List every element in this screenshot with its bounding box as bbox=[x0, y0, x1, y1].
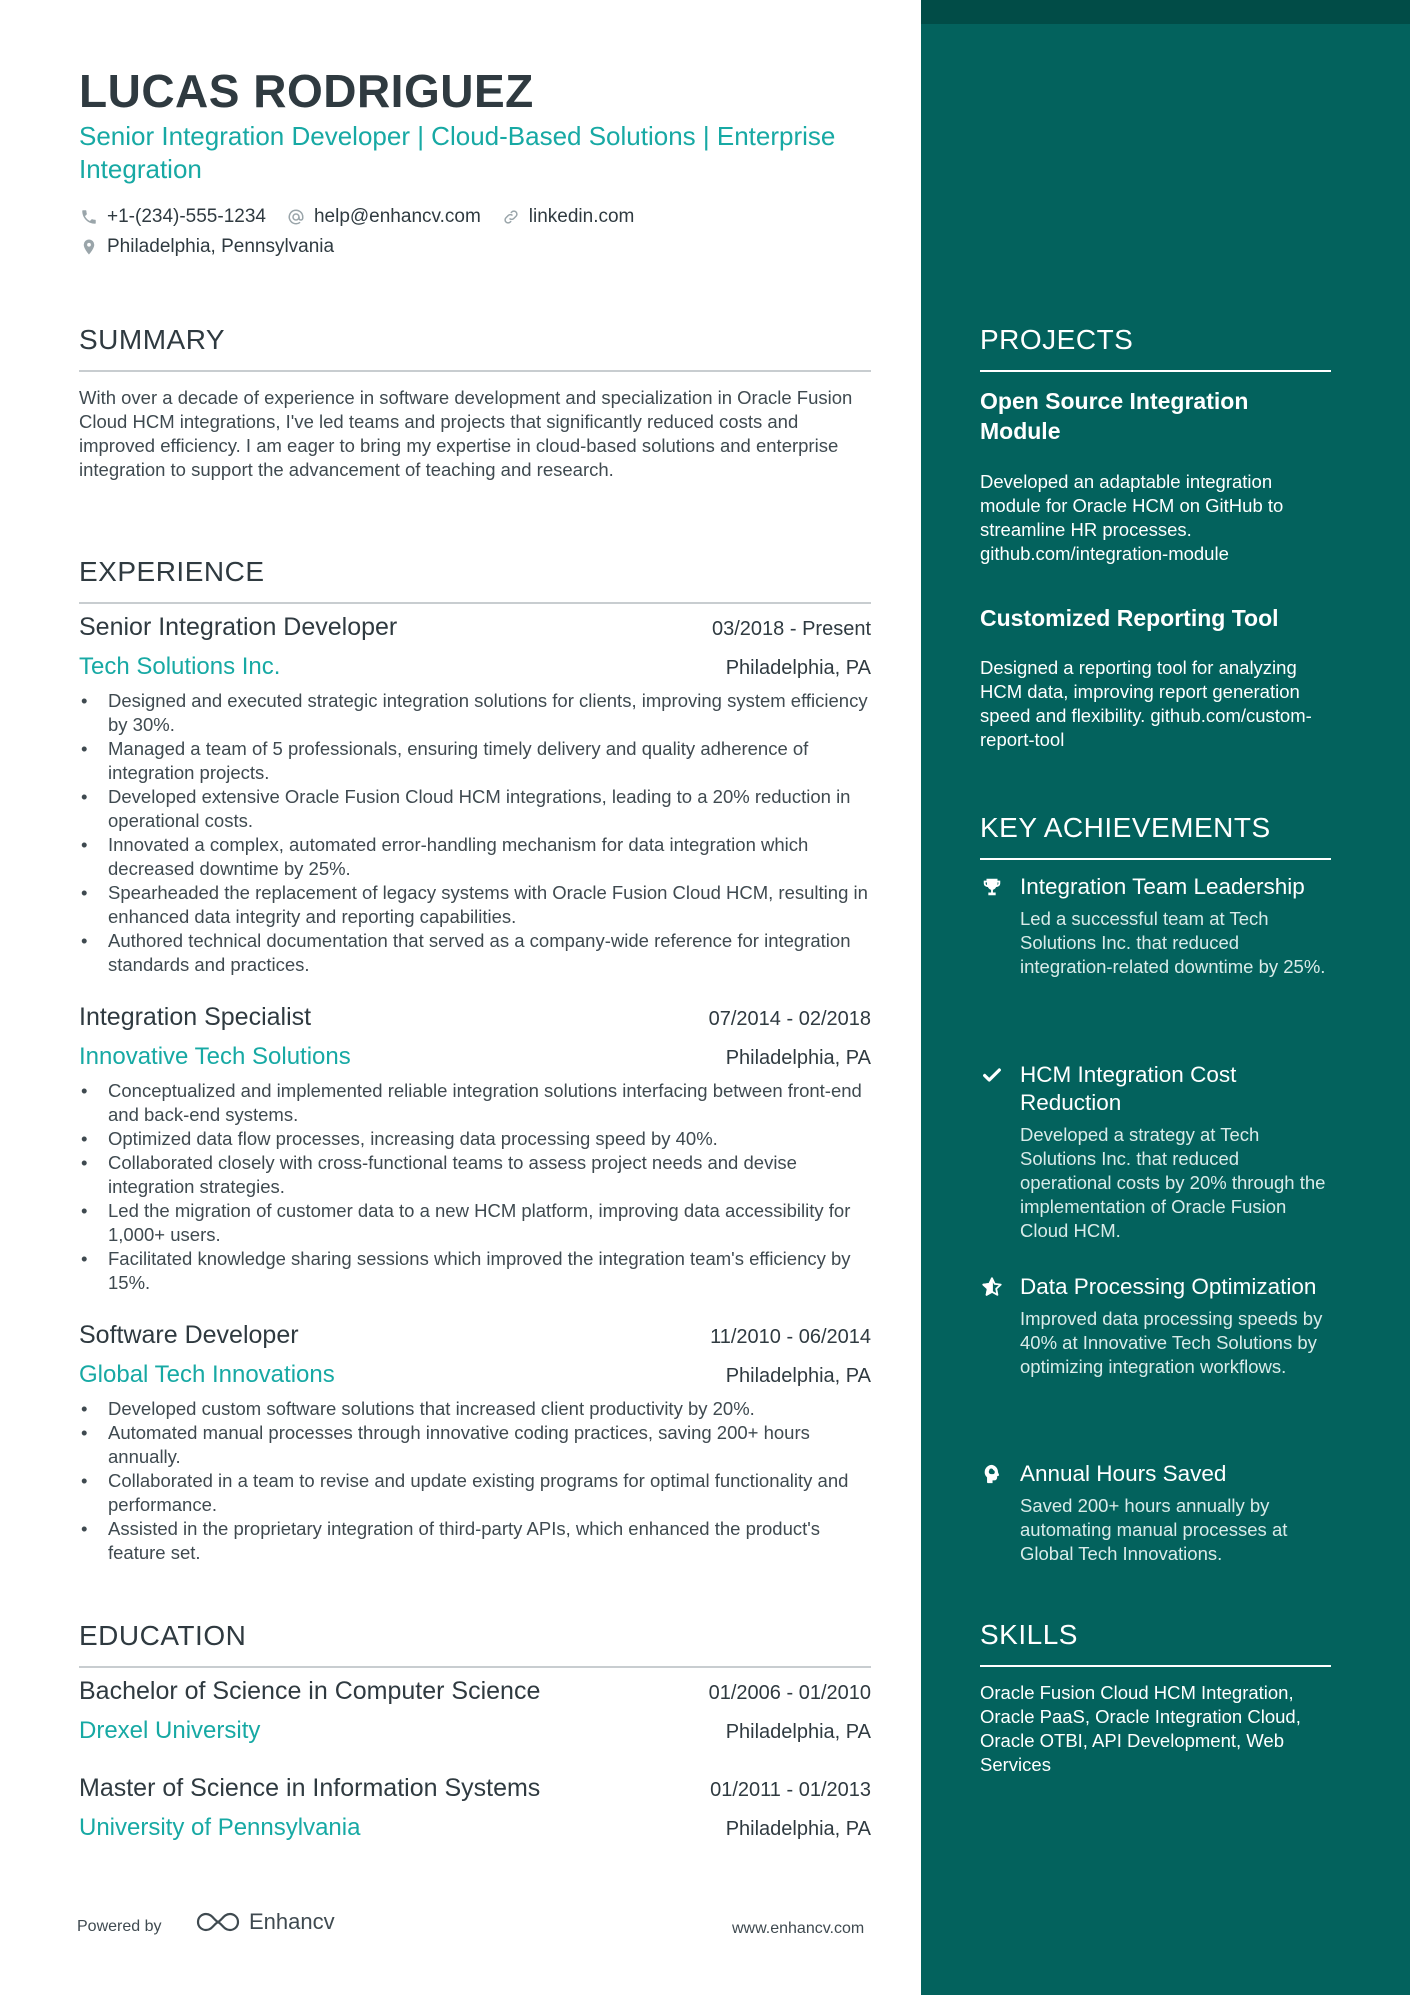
job-location: Philadelphia, PA bbox=[725, 1047, 871, 1069]
achievement-item bbox=[980, 873, 1331, 979]
achievement-title: Data Processing Optimization bbox=[1020, 1274, 1317, 1299]
job-bullet: • Developed custom software solutions that increased client productivity by 20%. bbox=[79, 1397, 871, 1421]
sidebar-top-bar bbox=[921, 0, 1410, 24]
job-bullet: • Spearheaded the replacement of legacy systems with Oracle Fusion Cloud HCM, resulting in enhanced data integrity and reporting capabilities. bbox=[79, 881, 871, 929]
projects-divider bbox=[980, 370, 1331, 372]
achievement-item bbox=[980, 1460, 1331, 1566]
achievement-item bbox=[980, 1061, 1331, 1243]
edu-location: Philadelphia, PA bbox=[725, 1818, 871, 1840]
achievement-description: Led a successful team at Tech Solutions Inc. that reduced integration-related downtime by 25%. bbox=[1020, 908, 1326, 977]
job-company: Tech Solutions Inc. bbox=[79, 653, 281, 680]
skills-divider bbox=[980, 1665, 1331, 1667]
linkedin-text[interactable]: linkedin.com bbox=[528, 206, 635, 227]
job-bullet: • Authored technical documentation that served as a company-wide reference for integration standards and practices. bbox=[79, 929, 871, 977]
achievement-title: Annual Hours Saved bbox=[1020, 1461, 1227, 1486]
achievement-item bbox=[980, 1273, 1331, 1379]
star-icon bbox=[980, 1275, 1004, 1299]
candidate-name: LUCAS RODRIGUEZ bbox=[79, 65, 534, 117]
contact-phone bbox=[79, 206, 266, 228]
job-entry bbox=[79, 613, 871, 977]
brain-icon bbox=[980, 1462, 1004, 1486]
school: University of Pennsylvania bbox=[79, 1814, 361, 1841]
phone-icon bbox=[79, 207, 99, 227]
project-description: Designed a reporting tool for analyzing HCM data, improving report generation speed and flexibility. github.com/custom-report-tool bbox=[980, 657, 1312, 750]
project-description: Developed an adaptable integration module for Oracle HCM on GitHub to streamline HR processes. github.com/integration-module bbox=[980, 471, 1284, 564]
job-bullet: • Collaborated closely with cross-functional teams to assess project needs and devise integration strategies. bbox=[79, 1151, 871, 1199]
job-role: Software Developer bbox=[79, 1321, 299, 1349]
achievement-title: Integration Team Leadership bbox=[1020, 874, 1305, 899]
link-icon bbox=[501, 207, 521, 227]
achievements-heading: KEY ACHIEVEMENTS bbox=[980, 812, 1271, 843]
at-icon bbox=[286, 207, 306, 227]
enhancv-logo[interactable] bbox=[195, 1909, 335, 1935]
project-title: Customized Reporting Tool bbox=[980, 605, 1279, 631]
project-title: Open Source Integration Module bbox=[980, 388, 1249, 444]
job-entry bbox=[79, 1003, 871, 1295]
edu-location: Philadelphia, PA bbox=[725, 1721, 871, 1743]
job-bullet: • Facilitated knowledge sharing sessions which improved the integration team's efficiency by 15%. bbox=[79, 1247, 871, 1295]
job-bullet: • Led the migration of customer data to a new HCM platform, improving data accessibility for 1,000+ users. bbox=[79, 1199, 871, 1247]
job-bullet: • Automated manual processes through innovative coding practices, saving 200+ hours annually. bbox=[79, 1421, 871, 1469]
achievements-divider bbox=[980, 858, 1331, 860]
education-heading: EDUCATION bbox=[79, 1620, 247, 1651]
powered-by-text: Powered by bbox=[77, 1918, 162, 1935]
experience-heading: EXPERIENCE bbox=[79, 556, 265, 587]
job-dates: 07/2014 - 02/2018 bbox=[708, 1008, 871, 1030]
job-bullet: • Designed and executed strategic integration solutions for clients, improving system efficiency by 30%. bbox=[79, 689, 871, 737]
experience-divider bbox=[79, 602, 871, 604]
contact-linkedin[interactable] bbox=[501, 206, 635, 228]
brand-name: Enhancv bbox=[249, 1909, 335, 1934]
phone-text: +1-(234)-555-1234 bbox=[107, 206, 266, 227]
contact-location bbox=[79, 236, 334, 258]
sidebar-column bbox=[921, 0, 1410, 1995]
projects-heading: PROJECTS bbox=[980, 324, 1134, 355]
job-bullet: • Optimized data flow processes, increasing data processing speed by 40%. bbox=[79, 1127, 871, 1151]
contact-email[interactable] bbox=[286, 206, 481, 228]
job-role: Integration Specialist bbox=[79, 1003, 312, 1031]
footer-url[interactable]: www.enhancv.com bbox=[732, 1920, 865, 1937]
email-text[interactable]: help@enhancv.com bbox=[313, 206, 481, 227]
school: Drexel University bbox=[79, 1717, 261, 1744]
job-bullet: • Developed extensive Oracle Fusion Cloud HCM integrations, leading to a 20% reduction in operational costs. bbox=[79, 785, 871, 833]
degree: Master of Science in Information Systems bbox=[79, 1774, 541, 1802]
job-location: Philadelphia, PA bbox=[725, 657, 871, 679]
skills-heading: SKILLS bbox=[980, 1619, 1078, 1650]
job-company: Innovative Tech Solutions bbox=[79, 1043, 351, 1070]
checkmark-icon bbox=[980, 1063, 1004, 1087]
job-dates: 03/2018 - Present bbox=[712, 618, 871, 640]
enhancv-logo-icon bbox=[195, 1909, 241, 1935]
education-entry bbox=[79, 1677, 871, 1751]
edu-dates: 01/2011 - 01/2013 bbox=[710, 1779, 871, 1801]
trophy-icon bbox=[980, 875, 1004, 899]
job-entry bbox=[79, 1321, 871, 1565]
education-divider bbox=[79, 1666, 871, 1668]
degree: Bachelor of Science in Computer Science bbox=[79, 1677, 541, 1705]
job-role: Senior Integration Developer bbox=[79, 613, 398, 641]
achievement-title: HCM Integration Cost Reduction bbox=[1020, 1062, 1237, 1115]
achievement-description: Saved 200+ hours annually by automating manual processes at Global Tech Innovations. bbox=[1020, 1495, 1288, 1564]
job-bullets bbox=[79, 689, 871, 977]
location-row bbox=[79, 236, 354, 258]
job-bullets bbox=[79, 1079, 871, 1295]
summary-heading: SUMMARY bbox=[79, 324, 226, 355]
job-location: Philadelphia, PA bbox=[725, 1365, 871, 1387]
achievement-description: Improved data processing speeds by 40% at Innovative Tech Solutions by optimizing integration workflows. bbox=[1020, 1308, 1323, 1377]
job-bullet: • Assisted in the proprietary integration of third-party APIs, which enhanced the product's feature set. bbox=[79, 1517, 871, 1565]
job-bullet: • Innovated a complex, automated error-handling mechanism for data integration which decreased downtime by 25%. bbox=[79, 833, 871, 881]
job-bullet: • Collaborated in a team to revise and update existing programs for optimal functionality and performance. bbox=[79, 1469, 871, 1517]
achievement-description: Developed a strategy at Tech Solutions Inc. that reduced operational costs by 20% through the implementation of Oracle Fusion Cloud HCM. bbox=[1020, 1124, 1326, 1241]
candidate-title: Senior Integration Developer | Cloud-Based Solutions | Enterprise Integration bbox=[79, 121, 836, 184]
summary-divider bbox=[79, 370, 871, 372]
job-bullet: • Managed a team of 5 professionals, ensuring timely delivery and quality adherence of integration projects. bbox=[79, 737, 871, 785]
location-pin-icon bbox=[79, 237, 99, 257]
skills-text: Oracle Fusion Cloud HCM Integration, Oracle PaaS, Oracle Integration Cloud, Oracle OTBI, API Development, Web Services bbox=[980, 1682, 1301, 1775]
education-entry bbox=[79, 1774, 871, 1848]
edu-dates: 01/2006 - 01/2010 bbox=[708, 1682, 871, 1704]
job-bullets bbox=[79, 1397, 871, 1565]
job-company: Global Tech Innovations bbox=[79, 1361, 335, 1388]
location-text: Philadelphia, Pennsylvania bbox=[107, 236, 335, 257]
summary-text: With over a decade of experience in software development and specialization in Oracle Fusion Cloud HCM integrations, I've led teams and projects that significantly reduced costs and improved efficiency. I am eager to bring my expertise in cloud-based solutions and enterprise integration to support the advancement of teaching and research. bbox=[79, 387, 853, 480]
job-bullet: • Conceptualized and implemented reliable integration solutions interfacing between front-end and back-end systems. bbox=[79, 1079, 871, 1127]
job-dates: 11/2010 - 06/2014 bbox=[710, 1326, 871, 1348]
contact-row bbox=[79, 206, 654, 228]
